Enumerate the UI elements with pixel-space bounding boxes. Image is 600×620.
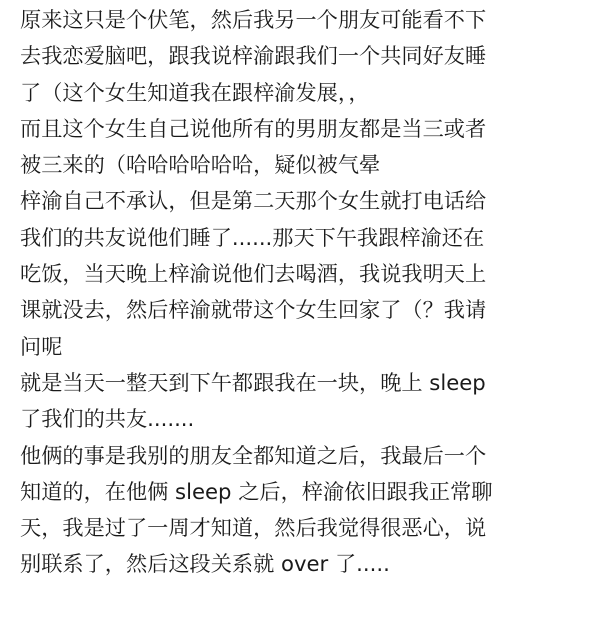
text-line: 去我恋爱脑吧，跟我说梓渝跟我们一个共同好友睡 [20, 43, 487, 69]
text-line: 他俩的事是我别的朋友全都知道之后，我最后一个 [20, 442, 487, 468]
text-line: 原来这只是个伏笔，然后我另一个朋友可能看不下 [20, 7, 487, 32]
text-line: 课就没去，然后梓渝就带这个女生回家了（？我请 [20, 297, 487, 323]
text-line: 别联系了，然后这段关系就 over 了..... [20, 551, 390, 577]
text-line: 被三来的（哈哈哈哈哈哈，疑似被气晕 [20, 152, 381, 178]
text-line: 吃饭，当天晚上梓渝说他们去喝酒，我说我明天上 [20, 261, 487, 287]
text-line: 了我们的共友....... [20, 406, 195, 432]
text-line: 了（这个女生知道我在跟梓渝发展，， [20, 79, 370, 105]
text-line: 问呢 [20, 333, 63, 359]
post-text [20, 2, 592, 583]
text-line: 梓渝自己不承认，但是第二天那个女生就打电话给 [20, 188, 487, 214]
text-line: 我们的共友说他们睡了......那天下午我跟梓渝还在 [20, 224, 485, 250]
text-line: 天，我是过了一周才知道，然后我觉得很恶心，说 [20, 515, 487, 541]
text-line: 就是当天一整天到下午都跟我在一块，晚上 sleep [20, 369, 486, 395]
text-line: 而且这个女生自己说他所有的男朋友都是当三或者 [20, 115, 487, 141]
text-line: 知道的，在他俩 sleep 之后，梓渝依旧跟我正常聊 [20, 478, 493, 504]
